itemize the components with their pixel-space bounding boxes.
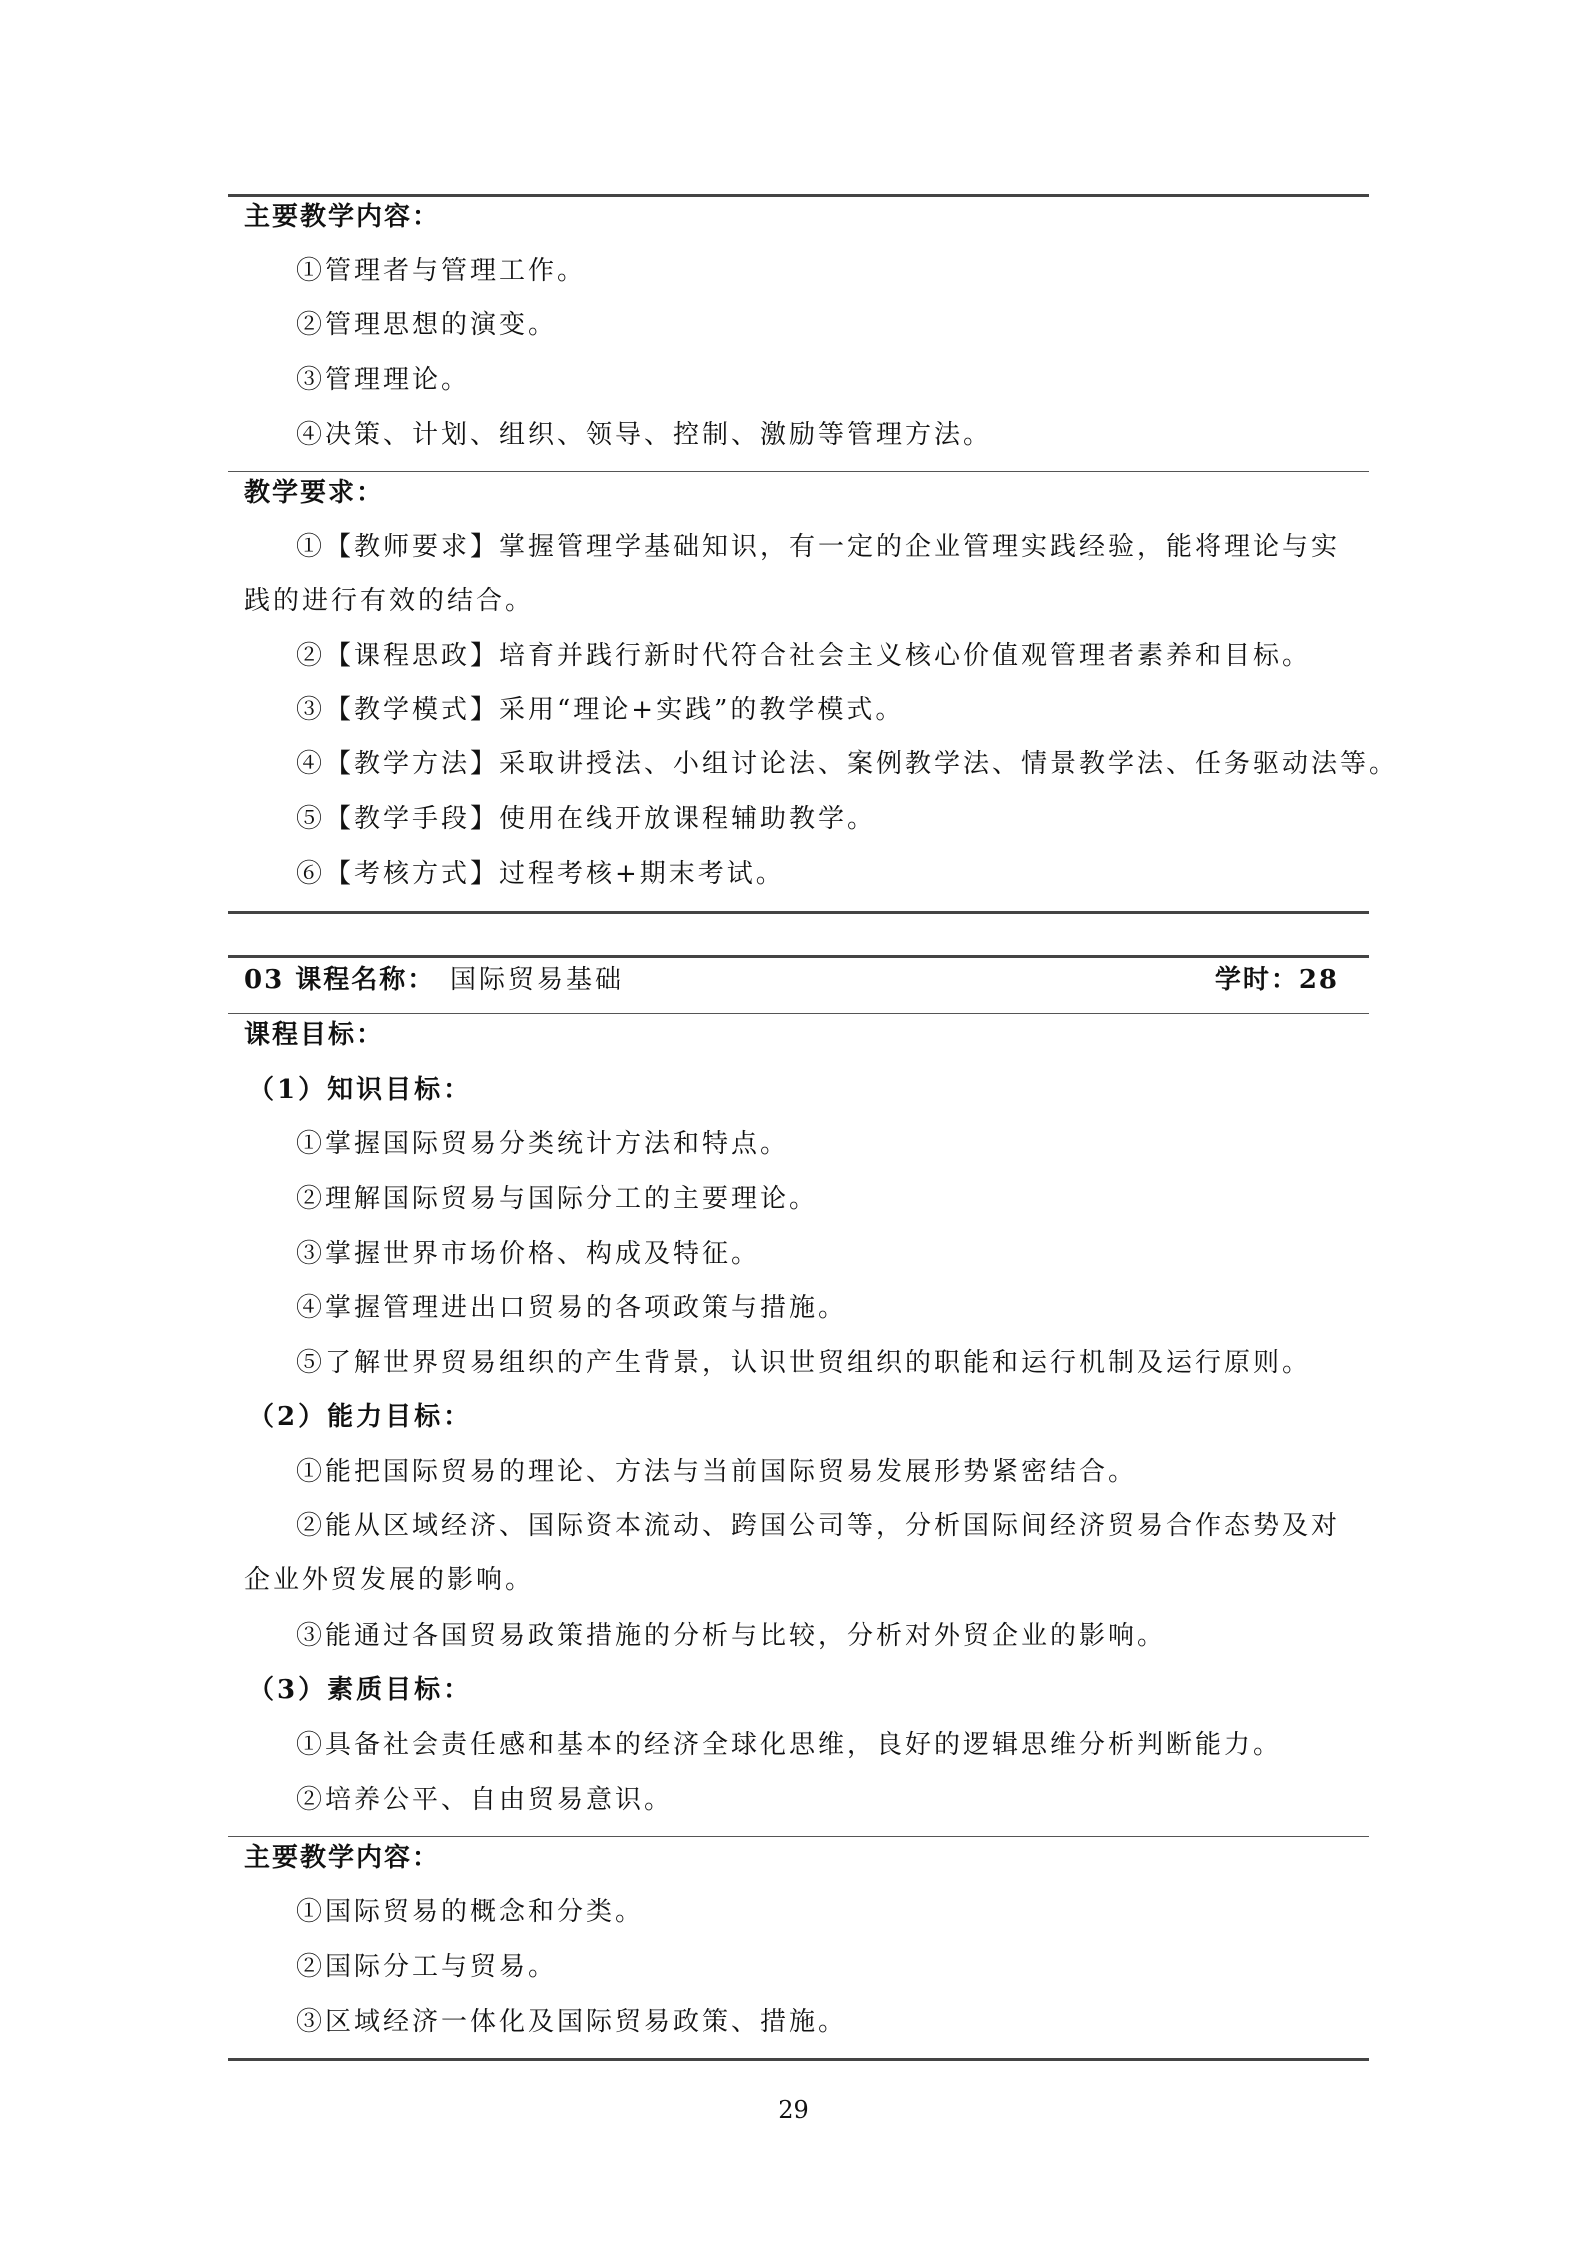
main-content-heading: 主要教学内容：	[244, 202, 441, 232]
main-content-item: ④决策、计划、组织、领导、控制、激励等管理方法。	[296, 420, 993, 450]
knowledge-goal-item: ④掌握管理进出口贸易的各项政策与措施。	[296, 1293, 848, 1323]
ability-goal-item: ②能从区域经济、国际资本流动、跨国公司等，分析国际间经济贸易合作态势及对企业外贸发展的影响。	[244, 1511, 1341, 1595]
course-hours: 学时：28	[1214, 965, 1339, 995]
main-content-item: ③管理理论。	[296, 365, 471, 395]
knowledge-goal-item: ①掌握国际贸易分类统计方法和特点。	[296, 1129, 790, 1159]
knowledge-goal-item: ⑤了解世界贸易组织的产生背景，认识世贸组织的职能和运行机制及运行原则。	[296, 1348, 1312, 1378]
knowledge-goal-item: ③掌握世界市场价格、构成及特征。	[296, 1239, 761, 1269]
course-header-row	[244, 962, 1339, 998]
requirement-item: ③【教学模式】采用“理论+实践”的教学模式。	[296, 695, 905, 725]
ability-goal-item: ①能把国际贸易的理论、方法与当前国际贸易发展形势紧密结合。	[296, 1457, 1138, 1487]
main-content-item: ①管理者与管理工作。	[296, 256, 587, 286]
main-content-item: ②管理思想的演变。	[296, 310, 558, 340]
requirement-item: ④【教学方法】采取讲授法、小组讨论法、案例教学法、情景教学法、任务驱动法等。	[296, 749, 1399, 779]
requirement-item: ⑥【考核方式】过程考核+期末考试。	[296, 859, 785, 889]
course-label: 03 课程名称：	[244, 965, 436, 995]
course-main-content-heading: 主要教学内容：	[244, 1843, 441, 1873]
course-main-content-item: ③区域经济一体化及国际贸易政策、措施。	[296, 2007, 848, 2037]
knowledge-goal-item: ②理解国际贸易与国际分工的主要理论。	[296, 1184, 819, 1214]
quality-goal-item: ②培养公平、自由贸易意识。	[296, 1785, 674, 1815]
document-page	[228, 0, 1399, 2245]
row-divider	[228, 1013, 1369, 1014]
quality-goals-heading: （3）素质目标：	[248, 1675, 473, 1705]
row-divider	[228, 1836, 1369, 1837]
row-divider	[228, 471, 1369, 472]
course-main-content-item: ②国际分工与贸易。	[296, 1952, 558, 1982]
requirement-item: ⑤【教学手段】使用在线开放课程辅助教学。	[296, 804, 877, 834]
course-name: 国际贸易基础	[450, 965, 625, 995]
course-goals-heading: 课程目标：	[244, 1020, 385, 1050]
requirement-item: ②【课程思政】培育并践行新时代符合社会主义核心价值观管理者素养和目标。	[296, 641, 1312, 671]
course-table-top-border	[228, 955, 1369, 958]
ability-goals-heading: （2）能力目标：	[248, 1402, 473, 1432]
requirements-heading: 教学要求：	[244, 478, 385, 508]
requirement-item: ①【教师要求】掌握管理学基础知识，有一定的企业管理实践经验，能将理论与实践的进行有效的结合。	[244, 532, 1341, 616]
page-number: 29	[778, 2096, 809, 2124]
course-table-bottom-border	[228, 2058, 1369, 2061]
table-top-border	[228, 194, 1369, 197]
quality-goal-item: ①具备社会责任感和基本的经济全球化思维，良好的逻辑思维分析判断能力。	[296, 1730, 1283, 1760]
ability-goal-item: ③能通过各国贸易政策措施的分析与比较，分析对外贸企业的影响。	[296, 1621, 1167, 1651]
table-bottom-border	[228, 911, 1369, 914]
knowledge-goals-heading: （1）知识目标：	[248, 1075, 473, 1105]
course-main-content-item: ①国际贸易的概念和分类。	[296, 1897, 645, 1927]
